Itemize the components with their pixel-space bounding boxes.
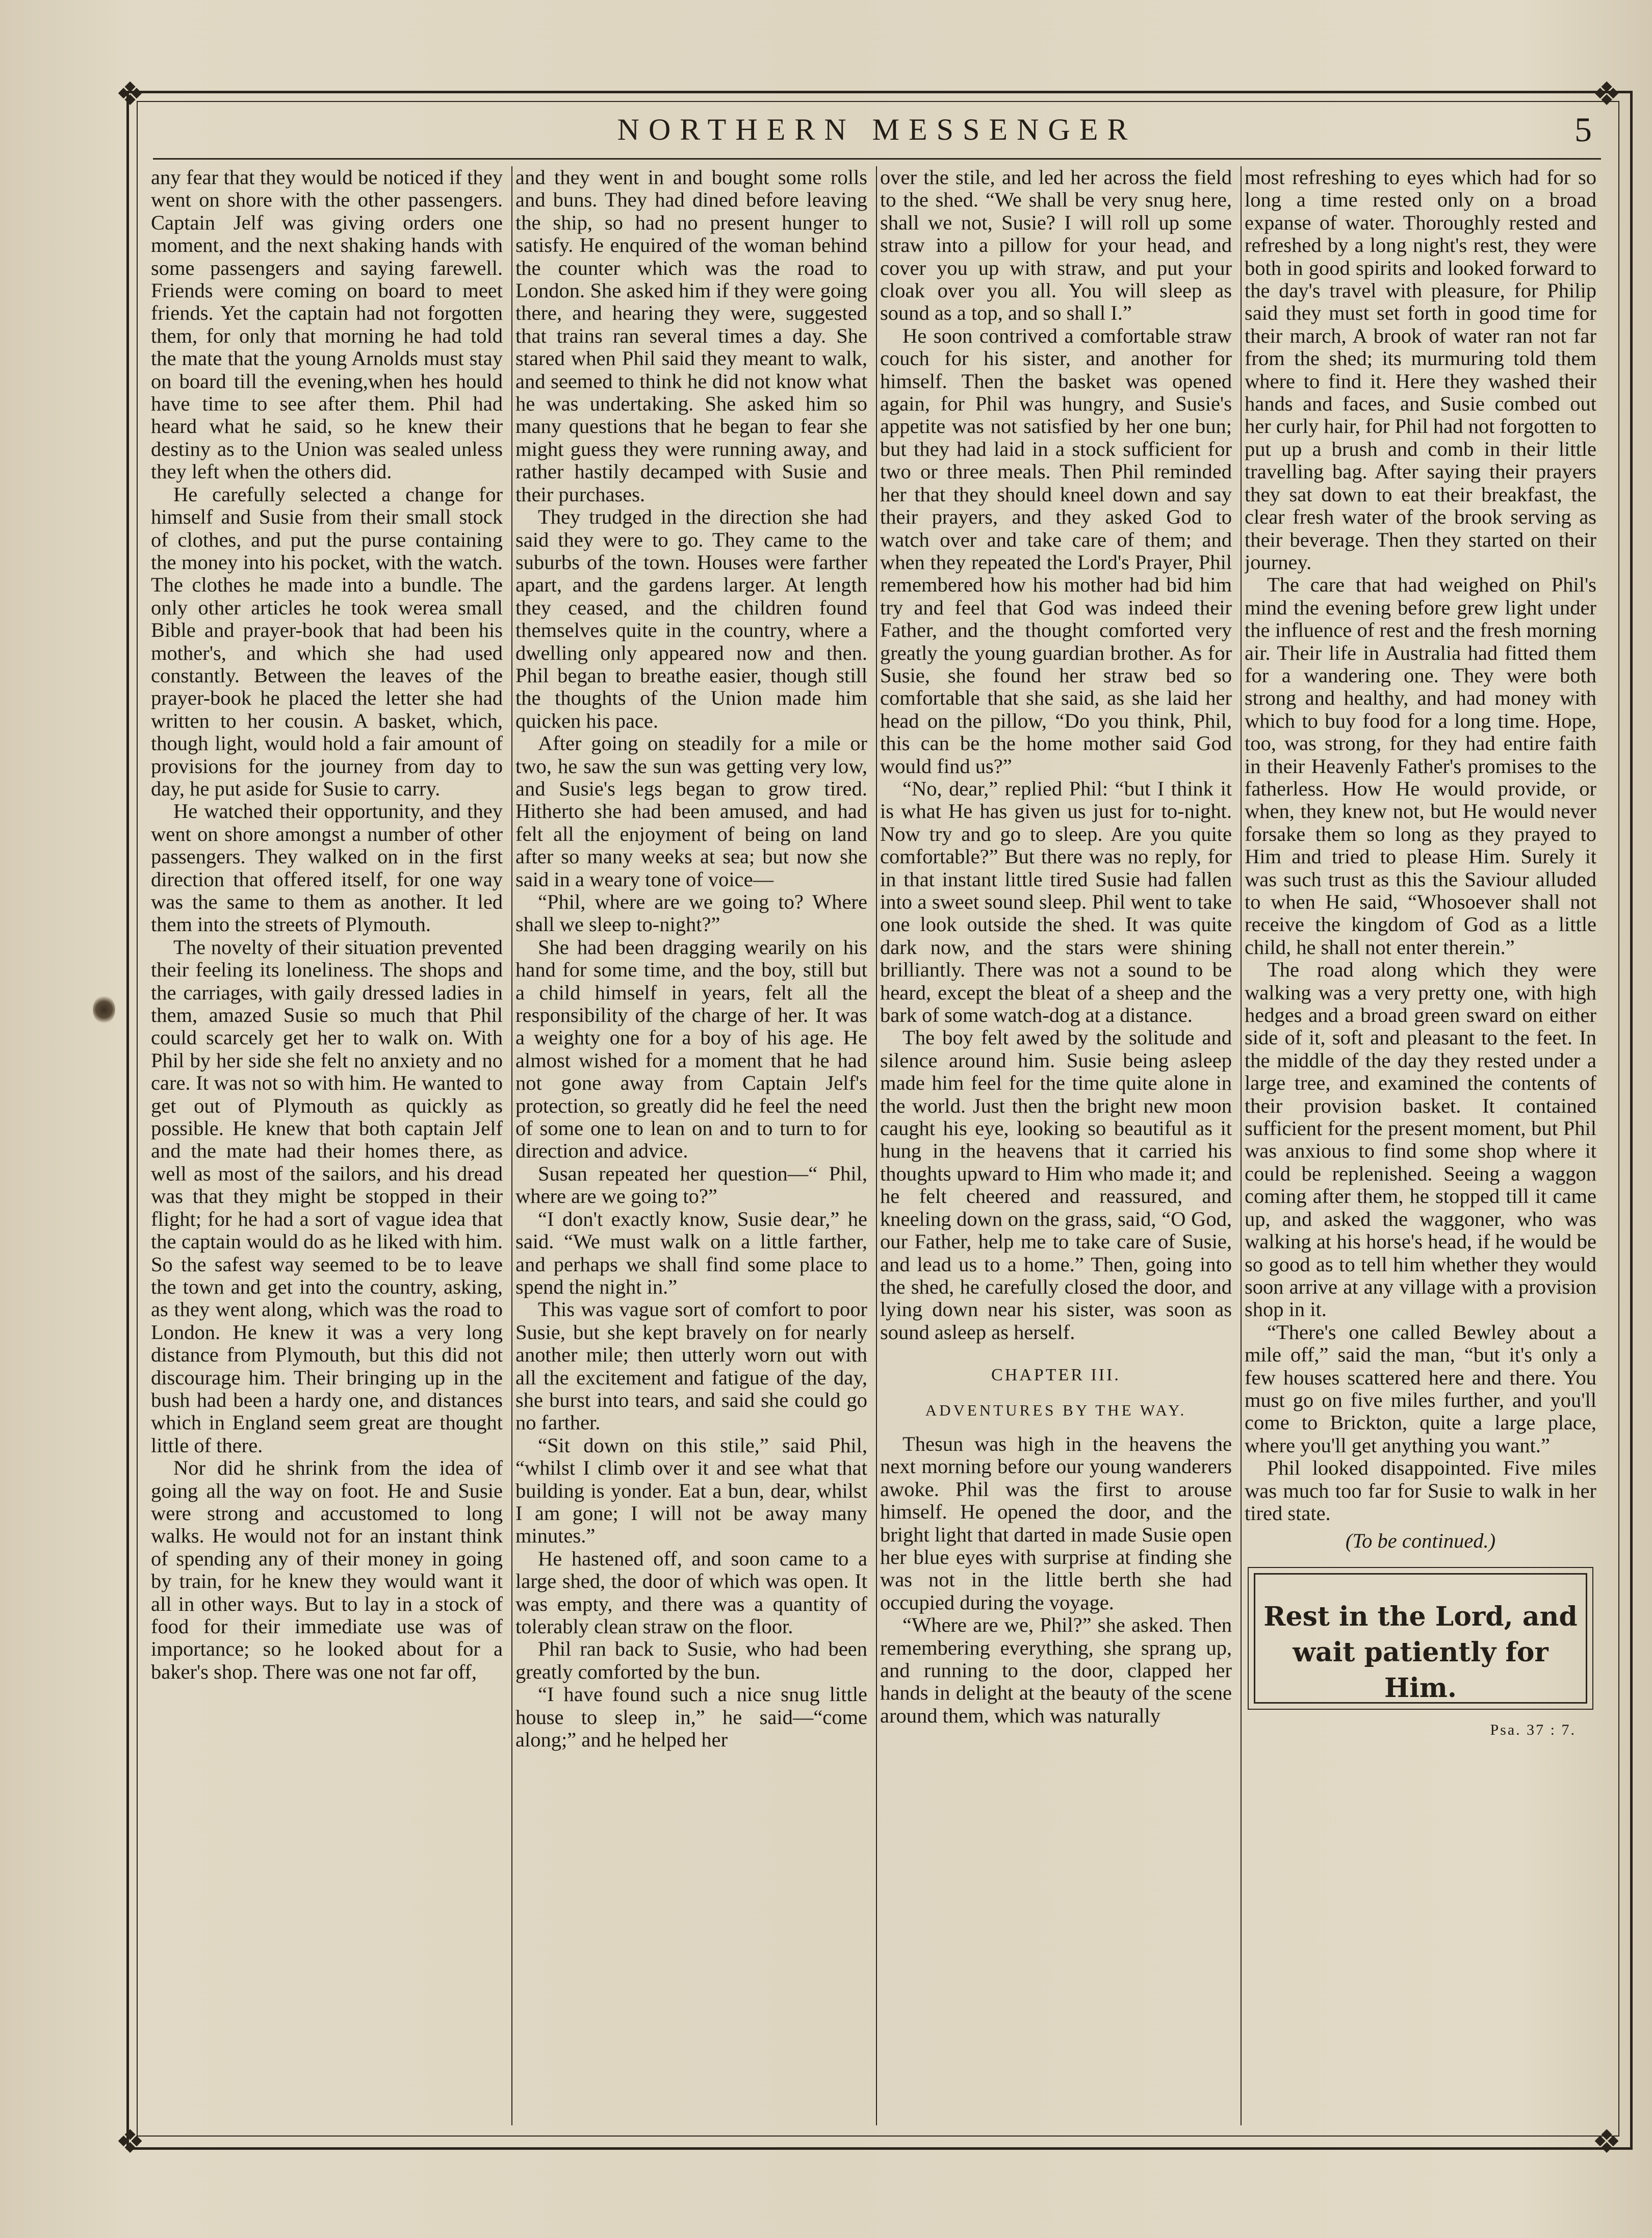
column-3 <box>880 166 1232 2124</box>
paragraph: any fear that they would be noticed if they went on shore with the other passengers. Captain Jelf was giving orders one moment, and the next shaking hands with some passengers and saying farewell. Friends were coming on board to meet friends. Yet the captain had not forgotten them, for only that morning he had told the mate that the young Arnolds must stay on board till the evening,when hes hould have time to see after them. Phil had heard what he said, so he knew their destiny as to the Union was sealed unless they left when the others did. <box>151 166 503 483</box>
paragraph: “I don't exactly know, Susie dear,” he said. “We must walk on a little farther, and perhaps we shall find some place to spend the night in.” <box>515 1207 867 1298</box>
column-1 <box>151 166 503 2124</box>
paragraph: Thesun was high in the heavens the next morning before our young wanderers awoke. Phil was the first to arouse himself. He opened the door, and the bright light that darted in made Susie open her blue eyes with surprise at finding she was not in the little berth she had occupied during the voyage. <box>880 1432 1232 1614</box>
paragraph: “No, dear,” replied Phil: “but I think it is what He has given us just for to-night. Now try and go to sleep. Are you quite comfortable?” But there was no reply, for in that instant little tired Susie had fallen into a sweet sound sleep. Phil went to take one look outside the shed. It was quite dark now, and the stars were shining brilliantly. There was not a sound to be heard, except the bleat of a sheep and the bark of some watch-dog at a distance. <box>880 777 1232 1027</box>
paragraph: “I have found such a nice snug little house to sleep in,” he said—“come along;” and he helped her <box>515 1683 867 1752</box>
corner-ornament-bottom-left: ❖ <box>115 2123 145 2161</box>
scripture-verse-box <box>1254 1573 1587 1704</box>
corner-ornament-top-right: ❖ <box>1592 75 1621 113</box>
paragraph: and they went in and bought some rolls and buns. They had dined before leaving the ship, so had no present hunger to satisfy. He enquired of the woman behind the counter which was the road to London. She asked him if they were going there, and hearing they were, suggested that trains ran several times a day. She stared when Phil said they meant to walk, and seemed to think he did not know what he was undertaking. She asked him so many questions that he began to fear she might guess they were running away, and rather hastily decamped with Susie and their purchases. <box>515 166 867 506</box>
masthead <box>137 104 1617 155</box>
article-body <box>151 166 1603 2124</box>
paragraph: This was vague sort of comfort to poor Susie, but she kept bravely on for nearly another mile; then utterly worn out with all the excitement and fatigue of the day, she burst into tears, and said she could go no farther. <box>515 1298 867 1434</box>
verse-text <box>1255 1599 1586 1706</box>
paragraph: The novelty of their situation prevented their feeling its loneliness. The shops and the carriages, with gaily dressed ladies in them, amazed Susie so much that Phil could scarcely get her to walk on. With Phil by her side she felt no anxiety and no care. It was not so with him. He wanted to get out of Plymouth as quickly as possible. He knew that both captain Jelf and the mate had their homes there, as well as most of the sailors, and his dread was that they might be stopped in their flight; for he had a sort of vague idea that the captain would do as he liked with him. So the safest way seemed to be to leave the town and get into the country, asking, as they went along, which was the road to London. He knew it was a very long distance from Plymouth, but this did not discourage him. Their bringing up in the bush had been a hardy one, and distances which in England seem great are thought little of there. <box>151 935 503 1457</box>
paragraph: “Sit down on this stile,” said Phil, “whilst I climb over it and see what that building is yonder. Eat a bun, dear, whilst I am gone; I will not be away many minutes.” <box>515 1433 867 1548</box>
paragraph: “Where are we, Phil?” she asked. Then remembering everything, she sprang up, and running to the door, clapped her hands in delight at the beauty of the scene around them, which was naturally <box>880 1613 1232 1727</box>
paragraph: Phil ran back to Susie, who had been greatly comforted by the bun. <box>515 1637 867 1683</box>
corner-ornament-bottom-right: ❖ <box>1592 2123 1621 2161</box>
paragraph: Susan repeated her question—“ Phil, where are we going to?” <box>515 1162 867 1208</box>
chapter-heading: CHAPTER III. <box>991 1366 1121 1385</box>
ink-stain <box>93 995 115 1024</box>
paragraph: After going on steadily for a mile or two, he saw the sun was getting very low, and Susie's legs began to grow tired. Hitherto she had been amused, and had felt all the enjoyment of being on land after so many weeks at sea; but now she said in a weary tone of voice— <box>515 732 867 891</box>
paragraph: She had been dragging wearily on his hand for some time, and the boy, still but a child himself in years, felt all the responsibility of the charge of her. It was a weighty one for a boy of his age. He almost wished for a moment that he had not gone away from Captain Jelf's protection, so greatly did he feel the need of some one to lean on and to turn to for direction and advice. <box>515 935 867 1163</box>
paragraph: “Phil, where are we going to? Where shall we sleep to-night?” <box>515 890 867 936</box>
paragraph: He carefully selected a change for himself and Susie from their small stock of clothes, and put the purse containing the money into his pocket, with the watch. The clothes he made into a bundle. The only other articles he took werea small Bible and prayer-book that had been his mother's, and which she had used constantly. Between the leaves of the prayer-book he placed the letter she had written to her cousin. A basket, which, though light, would hold a fair amount of provisions for the journey from day to day, he put aside for Susie to carry. <box>151 482 503 800</box>
corner-ornament-top-left: ❖ <box>115 75 145 113</box>
paragraph: He hastened off, and soon came to a large shed, the door of which was open. It was empty, and there was a quantity of tolerably clean straw on the floor. <box>515 1547 867 1638</box>
paragraph: He soon contrived a comfortable straw couch for his sister, and another for himself. Then the basket was opened again, for Phil was hungry, and Susie's appetite was not satisfied by her one bun; but they had laid in a stock sufficient for two or three meals. Then Phil reminded her that they should kneel down and say their prayers, and they asked God to watch over and take care of them; and when they repeated the Lord's Prayer, Phil remembered how his mother had bid him try and feel that God was indeed their Father, and the thought comforted very greatly the young guardian brother. As for Susie, she found her straw bed so comfortable that she said, as she laid her head on the pillow, “Do you think, Phil, this can be the home mother said God would find us?” <box>880 324 1232 778</box>
page-number: 5 <box>1574 110 1592 149</box>
paragraph: They trudged in the direction she had said they were to go. They came to the suburbs of the town. Houses were farther apart, and the gardens larger. At length they ceased, and the children found themselves quite in the country, where a dwelling only appeared now and then. Phil began to breathe easier, though still the thoughts of the Union made him quicken his pace. <box>515 505 867 732</box>
paragraph: The care that had weighed on Phil's mind the evening before grew light under the influence of rest and the fresh morning air. Their life in Australia had fitted them for a wandering one. They were both strong and healthy, and had money with which to buy food for a long time. Hope, too, was strong, for they had entire faith in their Heavenly Father's promises to the fatherless. How He would provide, or when, they knew not, but He would never forsake them so long as they prayed to Him and tried to please Him. Surely it was such trust as this the Saviour alluded to when He said, “Whosoever shall not receive the kingdom of God as a little child, he shall not enter therein.” <box>1245 573 1596 959</box>
masthead-rule <box>153 158 1601 160</box>
verse-line-2: wait patiently for Him. <box>1293 1636 1548 1704</box>
paragraph: The boy felt awed by the solitude and silence around him. Susie being asleep made him feel for the time quite alone in the world. Just then the bright new moon caught his eye, looking so beautiful as it hung in the heavens that it carried his thoughts upward to Him who made it; and he felt cheered and reassured, and kneeling down on the grass, said, “O God, our Father, help me to take care of Susie, and lead us to a home.” Then, going into the shed, he carefully closed the door, and lying down near his sister, was soon as sound asleep as herself. <box>880 1026 1232 1344</box>
paragraph: The road along which they were walking was a very pretty one, with high hedges and a broad green sward on either side of it, soft and pleasant to the feet. In the middle of the day they rested under a large tree, and examined the contents of their provision basket. It contained sufficient for the present moment, but Phil was anxious to find some shop where it could be replenished. Seeing a waggon coming after them, he stopped till it came up, and asked the waggoner, who was walking at his horse's head, if he would be so good as to tell him whether they would soon arrive at any village with a provision shop in it. <box>1245 958 1596 1321</box>
paragraph: Phil looked disappointed. Five miles was much too far for Susie to walk in her tired state. <box>1245 1456 1596 1525</box>
paragraph: most refreshing to eyes which had for so long a time rested only on a broad expanse of water. Thoroughly rested and refreshed by a long night's rest, they were both in good spirits and looked forward to the day's travel with pleasure, for Philip said they must set forth in good time for their march, A brook of water ran not far from the shed; its murmuring told them where to find it. Here they washed their hands and faces, and Susie combed out her curly hair, for Phil had not forgotten to put up a brush and comb in their little travelling bag. After saying their prayers they sat down to eat their breakfast, the clear fresh water of the brook serving as their beverage. Then they started on their journey. <box>1245 166 1596 574</box>
column-4 <box>1245 166 1596 2124</box>
column-2 <box>515 166 867 2124</box>
paragraph: He watched their opportunity, and they went on shore amongst a number of other passengers. They walked on in the first direction that offered itself, for one way was the same to them as another. It led them into the streets of Plymouth. <box>151 800 503 936</box>
newspaper-title: NORTHERN MESSENGER <box>617 113 1137 146</box>
to-be-continued: (To be continued.) <box>1345 1529 1496 1553</box>
paragraph: over the stile, and led her across the field to the shed. “We shall be very snug here, shall we not, Susie? I will roll up some straw into a pillow for your head, and cover you up with straw, and put your cloak over you all. You will sleep as sound as a top, and so shall I.” <box>880 166 1232 325</box>
verse-line-1: Rest in the Lord, and <box>1263 1601 1578 1632</box>
paragraph: “There's one called Bewley about a mile off,” said the man, “but it's only a few houses scattered here and there. You must go on five miles further, and you'll come to Brickton, quite a large place, where you'll get anything you want.” <box>1245 1320 1596 1457</box>
verse-reference: Psa. 37 : 7. <box>1490 1721 1576 1738</box>
chapter-subheading: ADVENTURES BY THE WAY. <box>925 1401 1187 1419</box>
paragraph: Nor did he shrink from the idea of going all the way on foot. He and Susie were strong and accustomed to long walks. He would not for an instant think of spending any of their money in going by train, for he knew they would want it all in other ways. But to lay in a stock of food for their immediate use was of importance; so he looked about for a baker's shop. There was one not far off, <box>151 1456 503 1683</box>
